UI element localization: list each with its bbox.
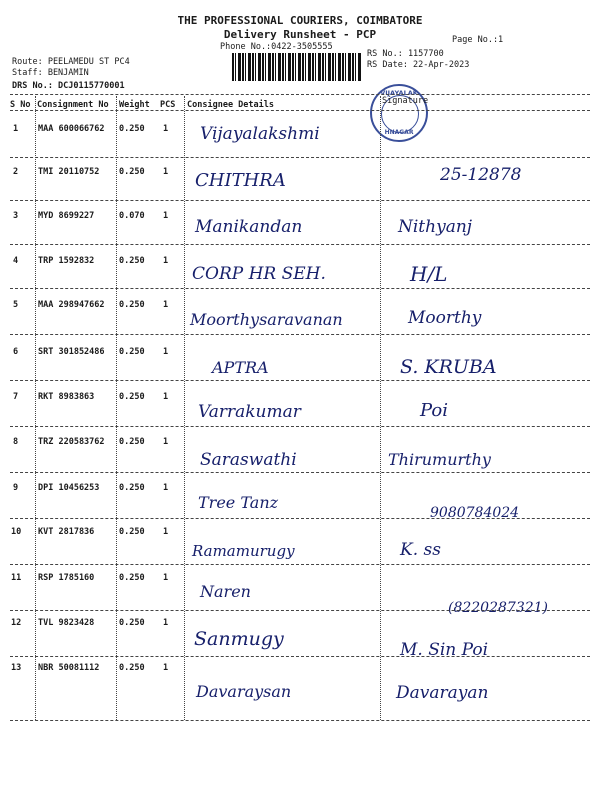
col-pcs: PCS <box>160 100 176 110</box>
col-signature: Signature <box>382 96 429 106</box>
row-consignment: MYD 8699227 <box>38 211 95 221</box>
stamp-bottom-text: HNAGAR <box>384 129 414 136</box>
row-consignment: RSP 1785160 <box>38 573 95 583</box>
row-sno: 13 <box>11 663 22 673</box>
row-divider <box>10 157 590 158</box>
row-consignee: CHITHRA <box>195 170 286 191</box>
row-pcs: 1 <box>163 124 169 134</box>
row-pcs: 1 <box>163 483 169 493</box>
row-divider <box>10 656 590 657</box>
row-consignment: TMI 20110752 <box>38 167 100 177</box>
row-consignment: MAA 600066762 <box>38 124 105 134</box>
table-bottom-rule <box>10 720 590 721</box>
row-consignment: TRP 1592832 <box>38 256 95 266</box>
row-consignment: RKT 8983863 <box>38 392 95 402</box>
row-pcs: 1 <box>163 663 169 673</box>
row-consignment: KVT 2817836 <box>38 527 95 537</box>
col-divider-2 <box>116 96 117 720</box>
row-consignee: Davaraysan <box>196 682 292 701</box>
col-divider-4 <box>380 96 381 720</box>
row-divider <box>10 244 590 245</box>
row-consignee: APTRA <box>212 358 269 377</box>
row-signature: H/L <box>410 262 448 286</box>
row-weight: 0.250 <box>119 347 145 357</box>
row-sno: 5 <box>13 300 19 310</box>
row-pcs: 1 <box>163 392 169 402</box>
row-consignment: SRT 301852486 <box>38 347 105 357</box>
row-weight: 0.070 <box>119 211 145 221</box>
rs-number: RS No.: 1157700 <box>367 49 444 59</box>
row-pcs: 1 <box>163 573 169 583</box>
row-signature: S. KRUBA <box>400 356 497 378</box>
row-sno: 11 <box>11 573 22 583</box>
row-weight: 0.250 <box>119 618 145 628</box>
runsheet-subtitle: Delivery Runsheet - PCP <box>223 28 377 41</box>
row-pcs: 1 <box>163 300 169 310</box>
row-divider <box>10 564 590 565</box>
row-pcs: 1 <box>163 211 169 221</box>
row-sno: 12 <box>11 618 22 628</box>
row-divider <box>10 334 590 335</box>
header-top-rule <box>10 94 590 95</box>
row-weight: 0.250 <box>119 573 145 583</box>
row-signature: Thirumurthy <box>388 450 491 469</box>
row-consignment: TVL 9823428 <box>38 618 95 628</box>
row-weight: 0.250 <box>119 167 145 177</box>
row-pcs: 1 <box>163 167 169 177</box>
col-weight: Weight <box>119 100 150 110</box>
stamp-top-text: VIJAYALAK <box>380 89 418 97</box>
row-signature: M. Sin Poi <box>400 640 489 660</box>
row-sno: 6 <box>13 347 19 357</box>
rs-date: RS Date: 22-Apr-2023 <box>367 60 470 70</box>
row-consignment: DPI 10456253 <box>38 483 100 493</box>
row-pcs: 1 <box>163 618 169 628</box>
company-stamp <box>370 84 428 142</box>
row-divider <box>10 200 590 201</box>
row-sno: 3 <box>13 211 19 221</box>
row-divider <box>10 426 590 427</box>
row-divider <box>10 380 590 381</box>
page-number: Page No.:1 <box>452 35 504 45</box>
row-consignee: Moorthysaravanan <box>190 310 343 329</box>
company-title: THE PROFESSIONAL COURIERS, COIMBATORE <box>177 14 423 27</box>
phone-number: Phone No.:0422-3505555 <box>220 42 333 52</box>
row-consignment: TRZ 220583762 <box>38 437 105 447</box>
row-pcs: 1 <box>163 256 169 266</box>
row-consignee: Varrakumar <box>198 402 301 422</box>
row-signature: K. ss <box>400 540 441 560</box>
row-consignee: CORP HR SEH. <box>192 264 326 284</box>
row-divider <box>10 288 590 289</box>
row-divider <box>10 472 590 473</box>
row-sno: 8 <box>13 437 19 447</box>
route: Route: PEELAMEDU ST PC4 <box>12 57 130 67</box>
row-consignment: MAA 298947662 <box>38 300 105 310</box>
row-pcs: 1 <box>163 527 169 537</box>
row-consignee: Ramamurugy <box>192 542 295 560</box>
row-consignee: Saraswathi <box>200 450 297 470</box>
row-consignee: Sanmugy <box>194 628 284 650</box>
row-signature: Poi <box>420 400 448 421</box>
row-weight: 0.250 <box>119 527 145 537</box>
row-weight: 0.250 <box>119 124 145 134</box>
row-consignment: NBR 50081112 <box>38 663 100 673</box>
col-divider-3 <box>184 96 185 720</box>
row-signature: Davarayan <box>396 683 489 703</box>
row-weight: 0.250 <box>119 483 145 493</box>
row-consignee: Tree Tanz <box>198 493 279 512</box>
row-weight: 0.250 <box>119 256 145 266</box>
row-sno: 10 <box>11 527 22 537</box>
row-sno: 2 <box>13 167 19 177</box>
row-consignee: Naren <box>200 582 251 601</box>
row-signature: Moorthy <box>408 308 482 328</box>
row-signature: 9080784024 <box>430 505 520 521</box>
row-consignee: Manikandan <box>195 217 303 237</box>
row-divider <box>10 610 590 611</box>
staff: Staff: BENJAMIN <box>12 68 89 78</box>
row-pcs: 1 <box>163 347 169 357</box>
row-sno: 9 <box>13 483 19 493</box>
row-divider <box>10 518 590 519</box>
col-divider-1 <box>35 96 36 720</box>
drs-number: DRS No.: DCJ0115770001 <box>12 81 125 91</box>
row-weight: 0.250 <box>119 392 145 402</box>
row-weight: 0.250 <box>119 663 145 673</box>
row-pcs: 1 <box>163 437 169 447</box>
row-signature: (8220287321) <box>448 600 548 616</box>
col-consignment: Consignment No <box>37 100 109 110</box>
row-signature: Nithyanj <box>398 217 473 237</box>
barcode <box>232 53 362 81</box>
row-sno: 7 <box>13 392 19 402</box>
header-bottom-rule <box>10 110 590 111</box>
row-consignee: Vijayalakshmi <box>200 124 320 144</box>
row-weight: 0.250 <box>119 437 145 447</box>
row-weight: 0.250 <box>119 300 145 310</box>
col-sno: S No <box>10 100 31 110</box>
row-signature: 25-12878 <box>440 165 522 185</box>
col-consignee: Consignee Details <box>187 100 274 110</box>
row-sno: 4 <box>13 256 19 266</box>
row-sno: 1 <box>13 124 19 134</box>
